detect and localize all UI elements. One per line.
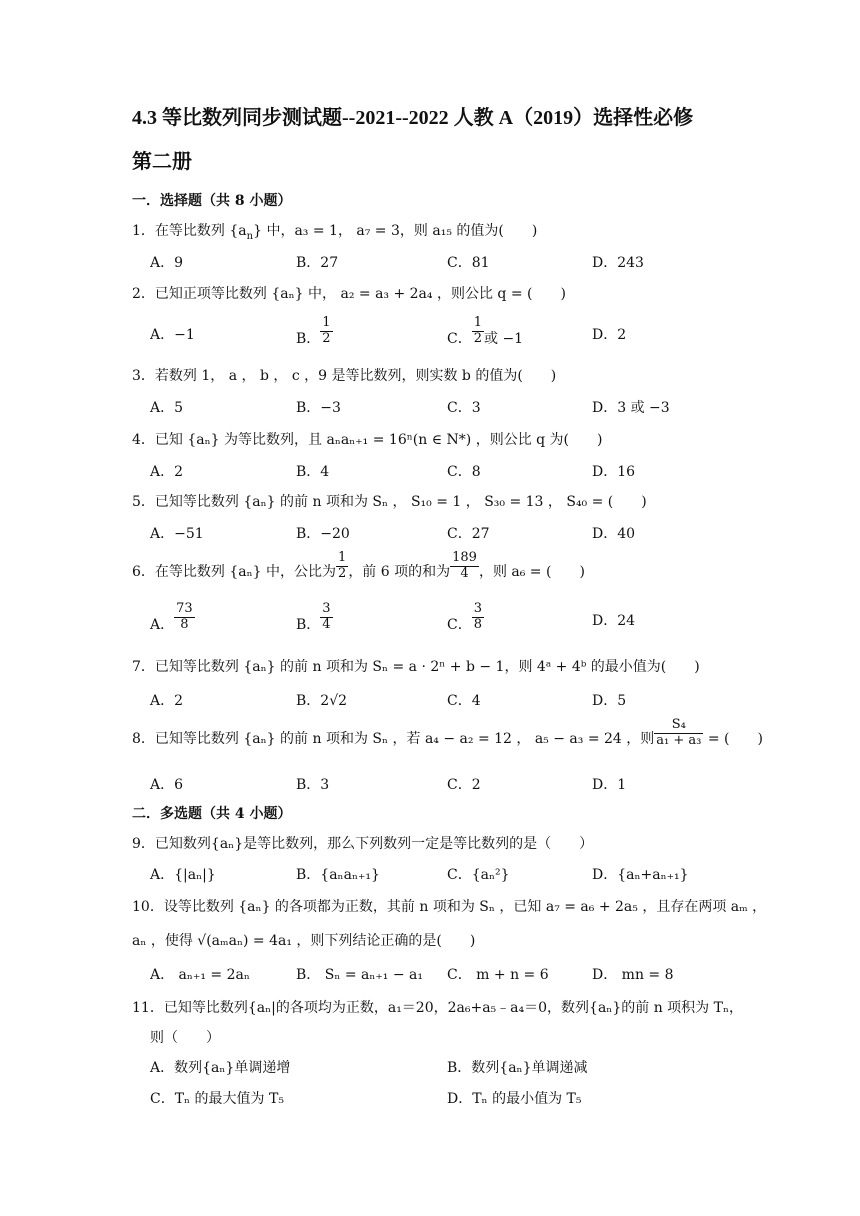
- q11-option-a[interactable]: A．数列{aₙ}单调递增: [150, 1060, 291, 1076]
- q8-pre: 8．已知等比数列 {aₙ} 的前 n 项和为 Sₙ ，若 a₄ − a₂ = 12 ， a₅ − a₃ = 24 ，则: [132, 731, 655, 748]
- q6-a-label: A．: [150, 617, 175, 634]
- q6-c-fraction: [472, 602, 484, 633]
- q2-c-post: 或 −1: [484, 331, 524, 348]
- q6-mid: ，前 6 项的和为: [348, 564, 451, 581]
- q6-sum-fraction: [450, 551, 479, 582]
- q9-option-a[interactable]: A．{|aₙ|}: [150, 867, 216, 883]
- q4-option-b[interactable]: B．4: [296, 464, 330, 480]
- q6-a-num: 73: [176, 601, 193, 616]
- q6-ratio-fraction: [336, 551, 348, 582]
- q2-b-label: B．: [296, 331, 321, 348]
- q2-option-a[interactable]: A．−1: [150, 327, 195, 343]
- q4-option-c[interactable]: C．8: [447, 464, 481, 480]
- q10-option-a[interactable]: A． aₙ₊₁ = 2aₙ: [150, 967, 250, 983]
- question-3: 3．若数列 1， a ， b ， c ，9 是等比数列，则实数 b 的值为( ): [132, 368, 557, 384]
- q2-option-d[interactable]: D．2: [592, 327, 627, 343]
- q6-b-den: 4: [322, 616, 331, 632]
- question-6: [132, 551, 585, 582]
- q8-option-d[interactable]: D．1: [592, 777, 627, 793]
- question-2: 2．已知正项等比数列 {aₙ} 中， a₂ = a₃ + 2a₄ ，则公比 q = ( ): [132, 286, 566, 302]
- question-8: [132, 718, 763, 749]
- doc-title-line2: 第二册: [132, 151, 192, 173]
- q11-option-d[interactable]: D．Tₙ 的最小值为 T₅: [447, 1091, 582, 1107]
- q1-an: {a: [229, 223, 247, 239]
- q8-f-den: a₁ + a₃: [656, 732, 702, 748]
- q7-option-c[interactable]: C．4: [447, 693, 481, 709]
- q1-option-b[interactable]: B．27: [296, 255, 339, 271]
- q6-f1-num: 1: [338, 550, 347, 565]
- q6-pre: 6．在等比数列 {aₙ} 中，公比为: [132, 564, 337, 581]
- q6-a-den: 8: [180, 616, 189, 632]
- q3-option-a[interactable]: A．5: [150, 400, 184, 416]
- question-10-line1: 10．设等比数列 {aₙ} 的各项都为正数，其前 n 项和为 Sₙ ，已知 a₇ = a₆ + 2a₅ ，且存在两项 aₘ ，: [132, 899, 767, 915]
- q7-option-a[interactable]: A．2: [150, 693, 184, 709]
- doc-title-line1: 4.3 等比数列同步测试题--2021--2022 人教 A（2019）选择性必修: [132, 107, 694, 129]
- q2-c-label: C．: [447, 331, 472, 348]
- q2-c-num: 1: [473, 315, 482, 330]
- question-11-line1: 11．已知等比数列{aₙ|的各项均为正数，a₁＝20，2a₆+a₅﹣a₄＝0，数列{aₙ}的前 n 项积为 Tₙ，: [132, 1000, 744, 1016]
- q2-b-num: 1: [322, 315, 331, 330]
- q2-c-den: 2: [473, 330, 482, 346]
- question-9: 9．已知数列{aₙ}是等比数列，那么下列数列一定是等比数列的是（ ）: [132, 836, 594, 852]
- q6-f2-den: 4: [460, 565, 469, 581]
- q3-option-b[interactable]: B．−3: [296, 400, 341, 416]
- question-11-line2: 则（ ）: [150, 1030, 220, 1046]
- q9-option-d[interactable]: D．{aₙ+aₙ₊₁}: [592, 867, 689, 883]
- q8-option-c[interactable]: C．2: [447, 777, 481, 793]
- q6-c-den: 8: [473, 616, 482, 632]
- question-7: 7．已知等比数列 {aₙ} 的前 n 项和为 Sₙ = a · 2ⁿ + b − 1，则 4ᵃ + 4ᵇ 的最小值为( ): [132, 659, 700, 675]
- question-10-line2: aₙ ，使得 √(aₘaₙ) = 4a₁ ，则下列结论正确的是( ): [132, 933, 476, 949]
- q6-a-fraction: [174, 602, 195, 633]
- question-1: 1．在等比数列 $\{a_n\}$ 中，a₃ = 1， a₇ = 3，则 a₁₅ 的值为( ): [132, 223, 538, 242]
- q6-f1-den: 2: [338, 565, 347, 581]
- q6-f2-num: 189: [452, 550, 477, 565]
- q1-c2: a₁₅ 的值为( ): [427, 223, 538, 239]
- section-heading-single-choice: 一．选择题（共 8 小题）: [132, 193, 292, 209]
- q3-option-d[interactable]: D．3 或 −3: [592, 400, 670, 416]
- question-4: 4．已知 {aₙ} 为等比数列，且 aₙaₙ₊₁ = 16ⁿ(n ∈ N*) ，则公比 q 为( ): [132, 432, 603, 448]
- q9-option-b[interactable]: B．{aₙaₙ₊₁}: [296, 867, 380, 883]
- q6-b-label: B．: [296, 617, 321, 634]
- q6-b-fraction: [320, 602, 332, 633]
- q5-option-c[interactable]: C．27: [447, 526, 490, 542]
- q7-option-b[interactable]: B．2√2: [296, 693, 348, 709]
- q2-b-den: 2: [322, 330, 331, 346]
- q10-option-b[interactable]: B． Sₙ = aₙ₊₁ − a₁: [296, 967, 424, 983]
- q4-option-d[interactable]: D．16: [592, 464, 636, 480]
- q5-option-b[interactable]: B．−20: [296, 526, 350, 542]
- q4-option-a[interactable]: A．2: [150, 464, 184, 480]
- q6-option-d[interactable]: D．24: [592, 613, 636, 629]
- q1-option-d[interactable]: D．243: [592, 255, 644, 271]
- q6-option-c[interactable]: [447, 602, 484, 633]
- q6-c-label: C．: [447, 617, 472, 634]
- q6-option-b[interactable]: [296, 602, 333, 633]
- q1-c1: a₃ = 1， a₇ = 3，则: [294, 223, 428, 239]
- q3-option-c[interactable]: C．3: [447, 400, 481, 416]
- q2-c-fraction: [472, 316, 484, 347]
- q5-option-a[interactable]: A．−51: [150, 526, 204, 542]
- q8-post: = ( ): [703, 731, 763, 748]
- q2-option-b[interactable]: [296, 316, 333, 347]
- section-heading-multi-choice: 二．多选题（共 4 小题）: [132, 806, 292, 822]
- q1-pre: 1．在等比数列: [132, 223, 225, 239]
- question-5: 5．已知等比数列 {aₙ} 的前 n 项和为 Sₙ ， S₁₀ = 1 ， S₃₀ = 13 ， S₄₀ = ( ): [132, 494, 647, 510]
- q2-b-fraction: [320, 316, 332, 347]
- q1-option-a[interactable]: A．9: [150, 255, 184, 271]
- q11-option-c[interactable]: C．Tₙ 的最大值为 T₅: [150, 1091, 284, 1107]
- q7-option-d[interactable]: D．5: [592, 693, 627, 709]
- q5-option-d[interactable]: D．40: [592, 526, 636, 542]
- q8-option-b[interactable]: B．3: [296, 777, 330, 793]
- q2-option-c[interactable]: [447, 316, 523, 347]
- q8-option-a[interactable]: A．6: [150, 777, 184, 793]
- q6-c-num: 3: [473, 601, 482, 616]
- q10-option-d[interactable]: D． mn = 8: [592, 967, 674, 983]
- q11-option-b[interactable]: B．数列{aₙ}单调递减: [447, 1060, 588, 1076]
- q1-mid: } 中，: [253, 223, 295, 239]
- q8-f-num: S₄: [654, 718, 703, 734]
- q8-fraction: [654, 718, 703, 749]
- q10-option-c[interactable]: C． m + n = 6: [447, 967, 549, 983]
- q9-option-c[interactable]: C．{aₙ²}: [447, 867, 510, 883]
- q6-b-num: 3: [322, 601, 331, 616]
- q6-post: ，则 a₆ = ( ): [478, 564, 585, 581]
- q1-option-c[interactable]: C．81: [447, 255, 490, 271]
- q6-option-a[interactable]: [150, 602, 195, 633]
